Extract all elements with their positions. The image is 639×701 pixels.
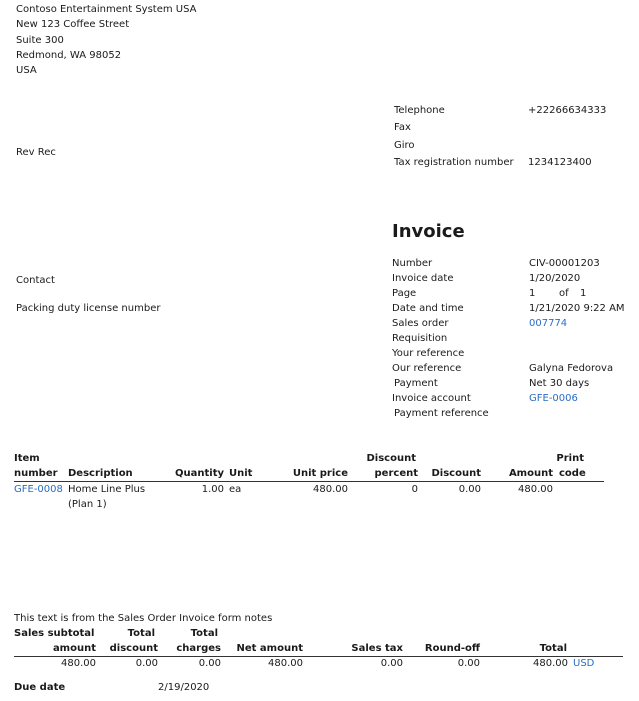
col-item-number-2: number <box>14 468 58 479</box>
page-title: Invoice <box>392 221 465 242</box>
telephone-value: +22266634333 <box>528 105 607 116</box>
line-unit-price: 480.00 <box>313 484 348 495</box>
invoice-account-link[interactable]: GFE-0006 <box>529 393 578 404</box>
currency-link[interactable]: USD <box>573 658 595 669</box>
totals-discount-1: Total <box>127 628 155 639</box>
your-reference-label: Your reference <box>392 348 465 359</box>
sales-order-label: Sales order <box>392 318 449 329</box>
telephone-label: Telephone <box>394 105 445 116</box>
totals-net-amount: Net amount <box>236 643 303 654</box>
number-label: Number <box>392 258 433 269</box>
totals-subtotal-1: Sales subtotal <box>14 628 95 639</box>
totals-total: Total <box>539 643 567 654</box>
line-unit: ea <box>229 484 242 495</box>
round-off-value: 0.00 <box>457 658 480 669</box>
total-discount-value: 0.00 <box>135 658 158 669</box>
line-quantity: 1.00 <box>201 484 224 495</box>
col-quantity: Quantity <box>175 468 224 479</box>
line-description: Home Line Plus <box>68 484 146 495</box>
packing-duty-label: Packing duty license number <box>16 303 161 314</box>
number-value: CIV-00001203 <box>529 258 600 269</box>
col-print-code-1: Print <box>556 453 584 464</box>
totals-round-off: Round-off <box>424 643 480 654</box>
totals-charges-1: Total <box>190 628 218 639</box>
net-amount-value: 480.00 <box>268 658 303 669</box>
company-name: Contoso Entertainment System USA <box>16 4 197 15</box>
payment-label: Payment <box>394 378 438 389</box>
date-time-value: 1/21/2020 9:22 AM <box>529 303 625 314</box>
totals-subtotal-2: amount <box>52 643 96 654</box>
tax-registration-label: Tax registration number <box>394 157 514 168</box>
totals-discount-2: discount <box>109 643 158 654</box>
rev-rec-label: Rev Rec <box>16 147 56 158</box>
page-of: of <box>559 288 569 299</box>
lines-header-divider <box>14 481 604 482</box>
invoice-notes: This text is from the Sales Order Invoice form notes <box>14 613 273 624</box>
col-discount-percent-1: Discount <box>366 453 416 464</box>
col-description: Description <box>68 468 133 479</box>
requisition-label: Requisition <box>392 333 448 344</box>
totals-sales-tax: Sales tax <box>351 643 403 654</box>
total-charges-value: 0.00 <box>198 658 221 669</box>
total-value: 480.00 <box>533 658 568 669</box>
company-suite: Suite 300 <box>16 35 64 46</box>
company-city: Redmond, WA 98052 <box>16 50 122 61</box>
totals-charges-2: charges <box>176 643 221 654</box>
line-description-2: (Plan 1) <box>68 499 107 510</box>
company-country: USA <box>16 65 37 76</box>
page-label: Page <box>392 288 417 299</box>
giro-label: Giro <box>394 140 415 151</box>
invoice-date-label: Invoice date <box>392 273 454 284</box>
line-item-number-link[interactable]: GFE-0008 <box>14 484 63 495</box>
date-time-label: Date and time <box>392 303 464 314</box>
col-discount-percent-2: percent <box>374 468 418 479</box>
page-total: 1 <box>580 288 587 299</box>
our-reference-value: Galyna Fedorova <box>529 363 614 374</box>
sales-tax-value: 0.00 <box>380 658 403 669</box>
line-discount: 0.00 <box>458 484 481 495</box>
subtotal-value: 480.00 <box>61 658 96 669</box>
fax-label: Fax <box>394 122 411 133</box>
sales-order-link[interactable]: 007774 <box>529 318 568 329</box>
col-unit: Unit <box>229 468 253 479</box>
col-discount: Discount <box>431 468 481 479</box>
due-date-label: Due date <box>14 682 66 693</box>
contact-label: Contact <box>16 275 55 286</box>
our-reference-label: Our reference <box>392 363 462 374</box>
company-street: New 123 Coffee Street <box>16 19 130 30</box>
invoice-date-value: 1/20/2020 <box>529 273 581 284</box>
col-unit-price: Unit price <box>292 468 348 479</box>
payment-reference-label: Payment reference <box>394 408 489 419</box>
page-current: 1 <box>529 288 536 299</box>
col-item-number-1: Item <box>14 453 40 464</box>
payment-value: Net 30 days <box>529 378 590 389</box>
col-amount: Amount <box>508 468 553 479</box>
line-amount: 480.00 <box>518 484 553 495</box>
col-print-code-2: code <box>559 468 586 479</box>
tax-registration-value: 1234123400 <box>528 157 592 168</box>
due-date-value: 2/19/2020 <box>158 682 210 693</box>
invoice-account-label: Invoice account <box>392 393 471 404</box>
line-discount-percent: 0 <box>411 484 418 495</box>
